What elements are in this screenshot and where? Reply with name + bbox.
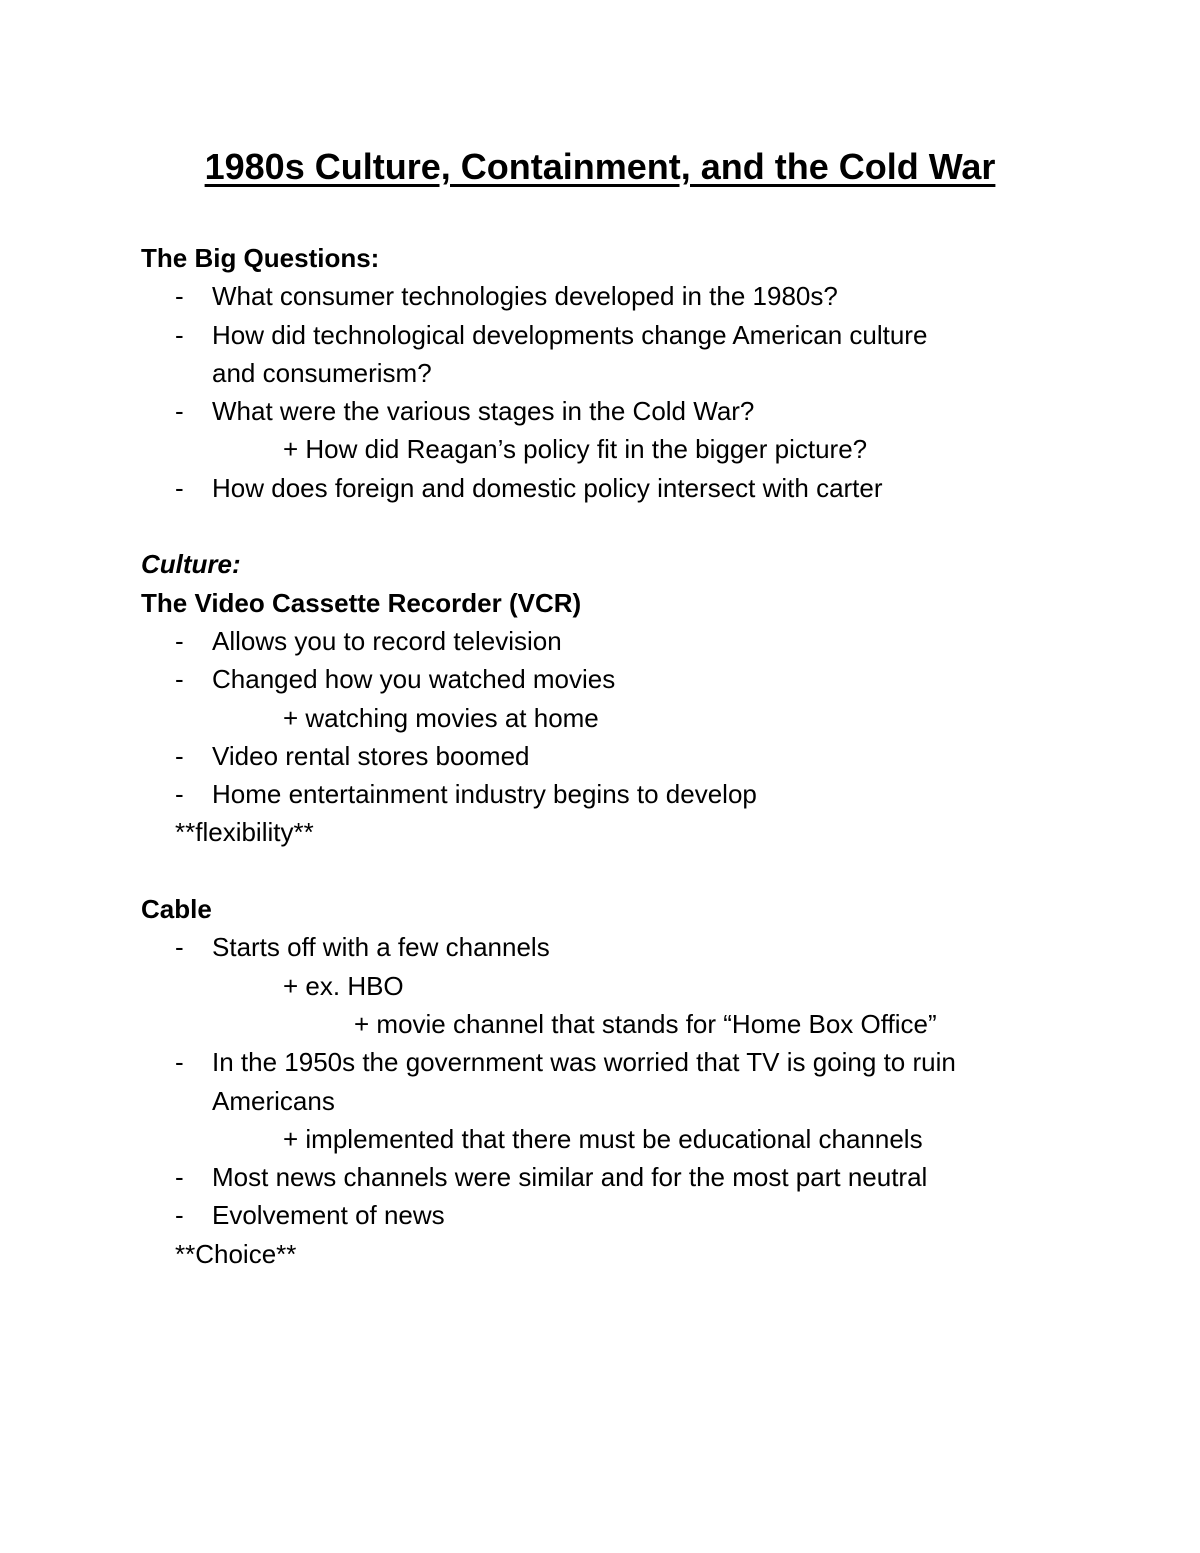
spacer: [141, 852, 1141, 890]
bullet-dash: -: [175, 396, 184, 427]
cable-heading: Cable: [141, 894, 212, 925]
list-item-text: Video rental stores boomed: [212, 740, 530, 771]
list-item-text: In the 1950s the government was worried that TV is going to ruin: [212, 1047, 956, 1078]
document-title: 1980s Culture, Containment, and the Cold War: [204, 146, 996, 187]
emphasis-note: **flexibility**: [175, 817, 314, 848]
list-item: [141, 1196, 1141, 1234]
list-item: [141, 316, 1141, 354]
document-body: [141, 239, 1141, 1273]
list-item: [141, 1158, 1141, 1196]
sub-sub-item: + movie channel that stands for “Home Box Office”: [354, 1008, 937, 1039]
list-item: [141, 392, 1141, 430]
list-item-text: Changed how you watched movies: [212, 664, 616, 695]
question-text: What consumer technologies developed in the 1980s?: [212, 281, 838, 312]
bullet-dash: -: [175, 664, 184, 695]
bullet-dash: -: [175, 1200, 184, 1231]
list-item: [141, 775, 1141, 813]
question-continuation: and consumerism?: [212, 357, 432, 388]
emphasis-note: **Choice**: [175, 1238, 297, 1269]
list-item-text: Home entertainment industry begins to develop: [212, 779, 757, 810]
bullet-dash: -: [175, 932, 184, 963]
list-item: [141, 737, 1141, 775]
list-item-text: Starts off with a few channels: [212, 932, 550, 963]
vcr-heading: The Video Cassette Recorder (VCR): [141, 587, 582, 618]
list-item: [141, 1043, 1141, 1081]
bullet-dash: -: [175, 625, 184, 656]
culture-heading: Culture:: [141, 549, 241, 580]
question-text: What were the various stages in the Cold War?: [212, 396, 755, 427]
list-item: [141, 469, 1141, 507]
bullet-dash: -: [175, 319, 184, 350]
question-text: How does foreign and domestic policy intersect with carter: [212, 472, 883, 503]
sub-item: + ex. HBO: [283, 970, 404, 1001]
list-item-text: Most news channels were similar and for the most part neutral: [212, 1162, 928, 1193]
bullet-dash: -: [175, 1047, 184, 1078]
list-item: [141, 928, 1141, 966]
spacer: [141, 507, 1141, 545]
sub-item: + How did Reagan’s policy fit in the bigger picture?: [283, 434, 868, 465]
list-item-continuation: Americans: [212, 1085, 335, 1116]
bullet-dash: -: [175, 740, 184, 771]
list-item-text: Allows you to record television: [212, 625, 562, 656]
sub-item: + watching movies at home: [283, 702, 599, 733]
bullet-dash: -: [175, 779, 184, 810]
list-item: [141, 660, 1141, 698]
bullet-dash: -: [175, 1162, 184, 1193]
big-questions-heading: The Big Questions:: [141, 243, 380, 273]
list-item: [141, 277, 1141, 315]
list-item-text: Evolvement of news: [212, 1200, 445, 1231]
list-item: [141, 622, 1141, 660]
question-text: How did technological developments change American culture: [212, 319, 928, 350]
bullet-dash: -: [175, 281, 184, 312]
bullet-dash: -: [175, 472, 184, 503]
sub-item: + implemented that there must be educational channels: [283, 1123, 923, 1154]
